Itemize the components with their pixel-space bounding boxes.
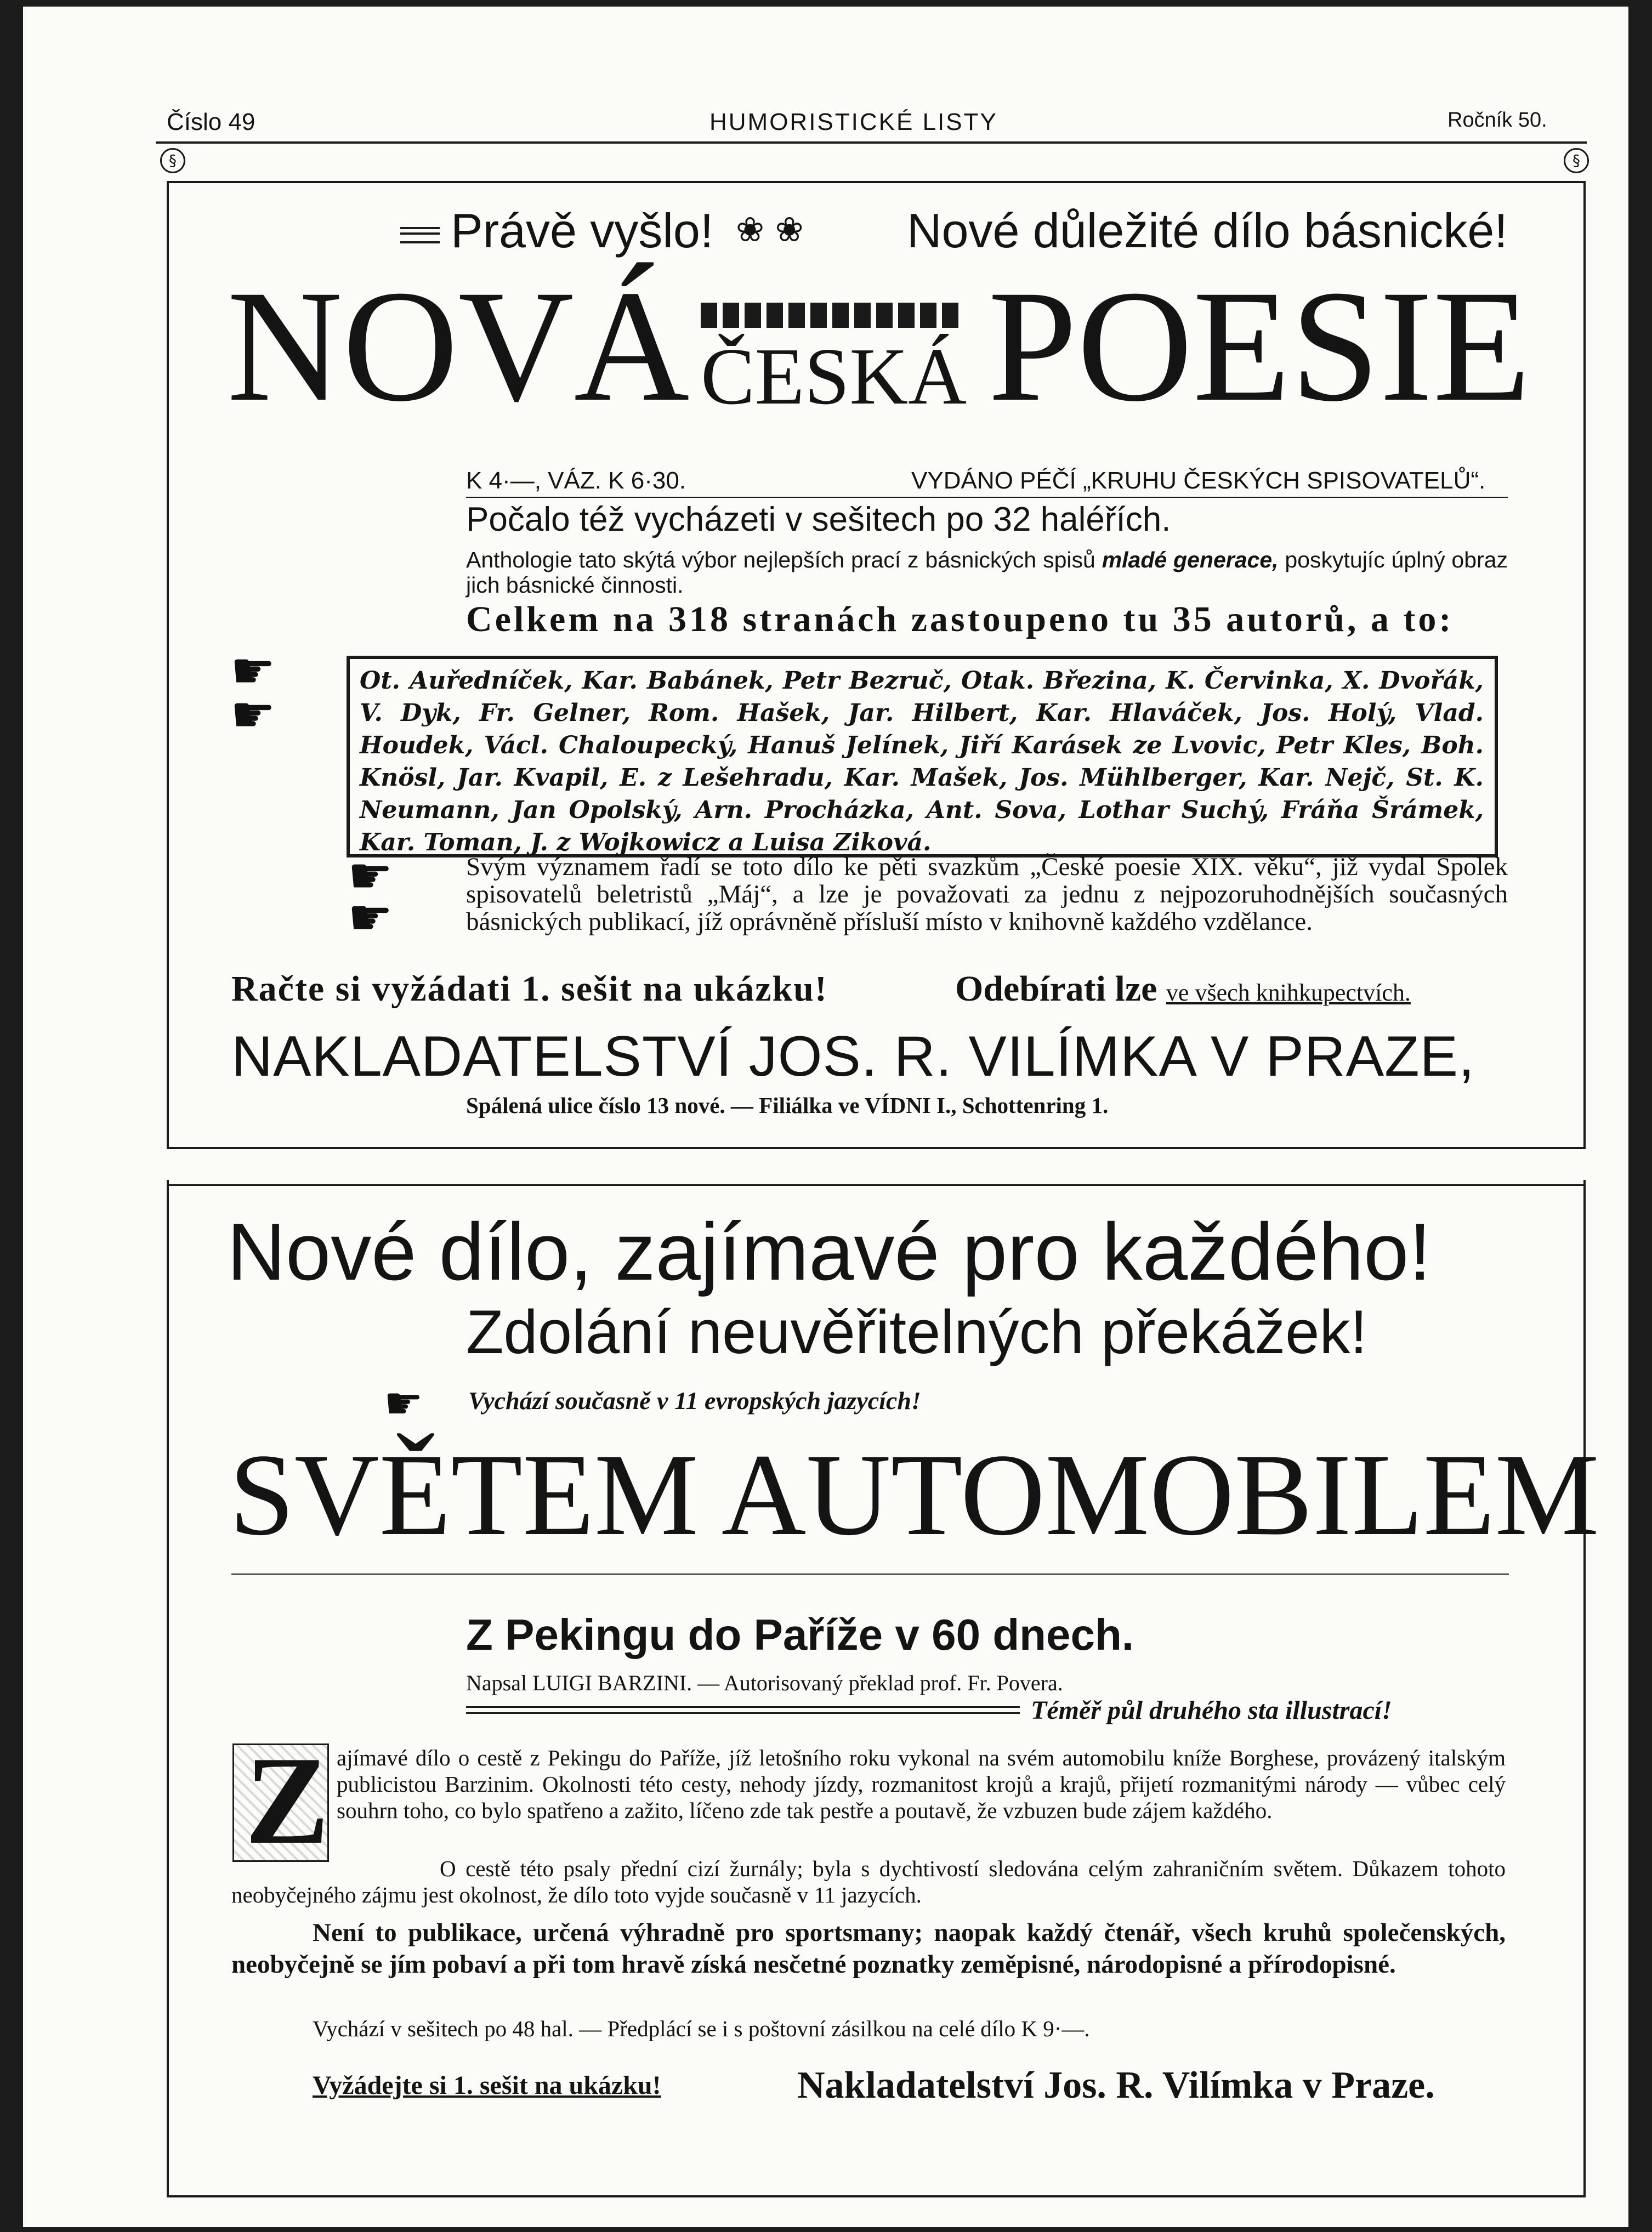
article-body-2: O cestě této psaly přední cizí žurnály; byla s dychtivostí sledována celým zahraničním světem. Důkazem tohoto neobyčejného zájmu jest okolnost, že dílo toto vyjde současně v 11 jazycích. <box>231 1856 1506 1907</box>
title-nova: NOVÁ <box>227 258 690 435</box>
sample-request: Vyžádejte si 1. sešit na ukázku! <box>313 2071 661 2100</box>
publisher-name: Nakladatelství Jos. R. Vilímka v Praze. <box>797 2064 1435 2106</box>
illustrations-note: Téměř půl druhého sta illustrací! <box>1031 1696 1392 1725</box>
order-info: Odebírati lze ve všech knihkupectvích. <box>955 969 1411 1009</box>
article-body-4: Vychází v sešitech po 48 hal. — Předplácí se i s poštovní zásilkou na celé dílo K 9·—. <box>313 2016 1090 2041</box>
issue-number: Číslo 49 <box>167 109 256 135</box>
price: K 4·—, VÁZ. K 6·30. <box>466 467 686 494</box>
authors-summary: Celkem na 318 stranách zastoupeno tu 35 autorů, a to: <box>466 599 1454 639</box>
sample-request: Račte si vyžádati 1. sešit na ukázku! <box>231 969 828 1009</box>
article-body-3: Není to publikace, určená výhradně pro sportsmany; naopak každý čtenář, všech kruhů společenských, neobyčejně se jím pobaví a při tom hravě získá nesčetné poznatky zeměpisné, národopisné a přírodopisné. <box>231 1918 1506 1979</box>
box-top-rule <box>167 1184 1583 1186</box>
authors-list: Ot. Auředníček, Kar. Babánek, Petr Bezruč, Otak. Březina, K. Červinka, X. Dvořák, V. Dyk, Fr. Gelner, Rom. Hašek, Jar. Hilbert, Kar. Hlaváček, Jos. Holý, Vlad. Houdek, Václ. Chaloupecký, Hanuš Jelínek, Jiří Karásek ze Lvovic, Petr Kles, Boh. Knösl, Jar. Kvapil, E. z Lešehradu, Kar. Mašek, Jos. Mühlberger, Kar. Nejč, St. K. Neumann, Jan Opolský, Arn. Procházka, Ant. Sova, Lothar Suchý, Fráňa Šrámek, Kar. Toman, J. z Wojkowicz a Luisa Ziková. <box>360 667 1484 856</box>
tagline-new-work: Nové důležité dílo básnické! <box>907 203 1508 258</box>
pointing-hand-icon: ☛ <box>348 847 393 905</box>
corner-ornament-icon: § <box>1564 148 1589 173</box>
book-title: SVĚTEM AUTOMOBILEM <box>229 1430 1599 1560</box>
flower-ornament-icon: ❀ ❀ <box>736 209 804 249</box>
significance-text: Svým významem řadí se toto dílo ke pěti svazkům „České poesie XIX. věku“, již vydal Spolek spisovatelů beletristů „Máj“, a lze je považovati za jednu z nejpozoruhodnějších současných básnických publikací, jíž oprávněně přísluší místo v knihovně každého vzdělance. <box>466 853 1508 936</box>
decorative-rule-icon <box>400 232 440 235</box>
drop-cap-letter: Z <box>245 1730 330 1870</box>
languages-note: Vychází současně v 11 evropských jazycích! <box>468 1387 921 1415</box>
pointing-hand-icon: ☛ <box>348 888 393 947</box>
header-rule <box>156 141 1587 144</box>
tagline-just-published: Právě vyšlo! <box>451 203 714 258</box>
double-rule-icon <box>466 1706 1020 1714</box>
pointing-hand-icon: ☛ <box>230 641 276 700</box>
authors-list-box <box>347 656 1498 857</box>
title-poesie: POESIE <box>988 258 1531 435</box>
volume-number: Ročník 50. <box>1447 109 1547 132</box>
publisher-address: Spálená ulice číslo 13 nové. — Filiálka ve VÍDNI I., Schottenring 1. <box>466 1093 1109 1118</box>
pointing-hand-icon: ☛ <box>230 685 276 744</box>
publisher-name: NAKLADATELSTVÍ JOS. R. VILÍMKA V PRAZE, <box>231 1025 1475 1088</box>
book-subtitle: Z Pekingu do Paříže v 60 dnech. <box>466 1610 1134 1659</box>
book-credits: Napsal LUIGI BARZINI. — Autorisovaný překlad prof. Fr. Povera. <box>466 1671 1063 1695</box>
decorative-rule-icon <box>400 227 440 243</box>
separator-rule <box>231 1574 1509 1575</box>
article-body-1: ajímavé dílo o cestě z Pekingu do Paříže, jíž letošního roku vykonal na svém automobilu kníže Borghese, provázený italským publicistou Barzinim. Okolnosti této cesty, nehody jízdy, rozmanitost krojů a krajů, přijetí rozmanitými národy — vůbec celý souhrn toho, co bylo spatřeno a zažito, líčeno zde tak pestře a poutavě, že vzbuzen bude zájem každého. <box>337 1745 1506 1823</box>
corner-ornament-icon: § <box>160 148 185 173</box>
installments-note: Počalo též vycházeti v sešitech po 32 haléřích. <box>466 501 1171 538</box>
newspaper-title: HUMORISTICKÉ LISTY <box>709 109 998 135</box>
pointing-hand-icon: ☛ <box>384 1378 423 1429</box>
headline: Nové dílo, zajímavé pro každého! <box>227 1207 1432 1297</box>
title-ceska: ČESKÁ <box>701 332 967 422</box>
anthology-description: Anthologie tato skýtá výbor nejlepších prací z básnických spisů mladé generace, poskytujíc úplný obraz jich básnické činnosti. <box>466 547 1508 598</box>
subheadline: Zdolání neuvěřitelných překážek! <box>466 1298 1367 1366</box>
drop-cap <box>232 1730 330 1870</box>
title-ornament-icon <box>701 303 963 328</box>
newspaper-page <box>23 7 1628 2227</box>
publisher-note: VYDÁNO PÉČÍ „KRUHU ČESKÝCH SPISOVATELŮ“. <box>911 467 1486 494</box>
separator-rule <box>466 497 1508 498</box>
